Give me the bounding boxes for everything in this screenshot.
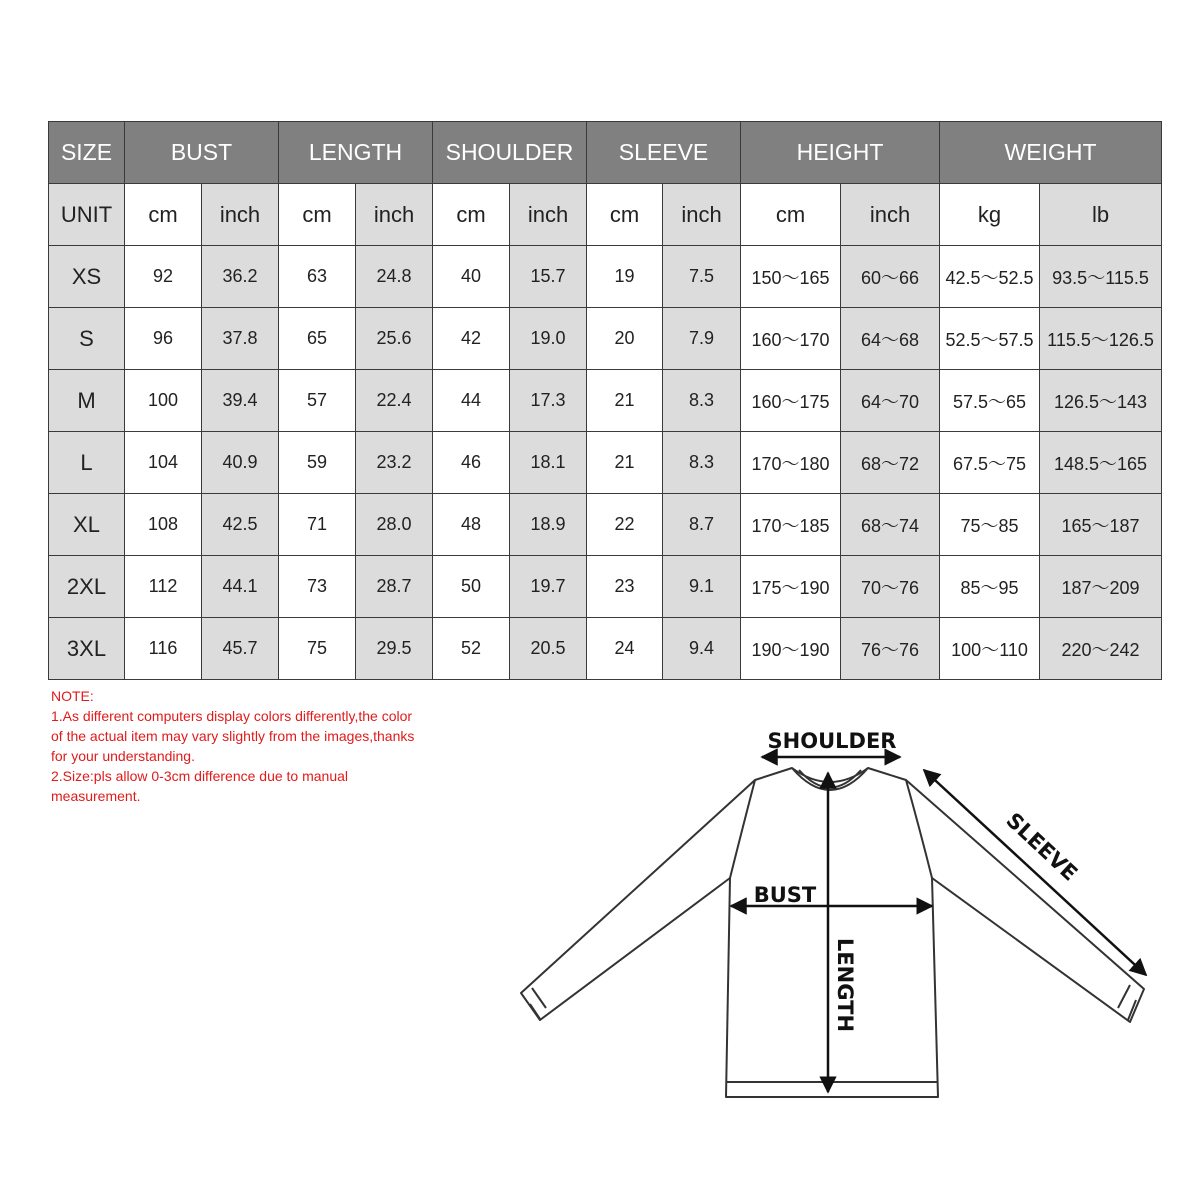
note-line: of the actual item may vary slightly from the images,thanks [51, 728, 415, 744]
note-title: NOTE: [51, 688, 94, 704]
table-cell: 23 [587, 556, 663, 618]
table-cell: 7.9 [663, 308, 741, 370]
table-cell: 48 [433, 494, 510, 556]
table-cell: 60～66 [841, 246, 940, 308]
unit-cell: cm [433, 184, 510, 246]
table-cell: 40.9 [202, 432, 279, 494]
header-size: SIZE [49, 122, 125, 184]
size-label-cell: 2XL [49, 556, 125, 618]
table-cell: 50 [433, 556, 510, 618]
bust-label: BUST [753, 883, 817, 907]
table-cell: 57.5～65 [940, 370, 1040, 432]
table-cell: 57 [279, 370, 356, 432]
header-height: HEIGHT [741, 122, 940, 184]
length-label: LENGTH [833, 937, 857, 1033]
unit-cell: lb [1040, 184, 1162, 246]
table-cell: 76～76 [841, 618, 940, 680]
shirt-outline-icon [521, 768, 1144, 1097]
table-cell: 9.1 [663, 556, 741, 618]
table-cell: 8.7 [663, 494, 741, 556]
table-cell: 37.8 [202, 308, 279, 370]
unit-cell: inch [202, 184, 279, 246]
table-cell: 73 [279, 556, 356, 618]
table-cell: 92 [125, 246, 202, 308]
table-cell: 28.0 [356, 494, 433, 556]
table-cell: 160～170 [741, 308, 841, 370]
table-cell: 15.7 [510, 246, 587, 308]
table-cell: 22.4 [356, 370, 433, 432]
note-line: 2.Size:pls allow 0-3cm difference due to manual [51, 768, 349, 784]
table-cell: 64～70 [841, 370, 940, 432]
table-cell: 220～242 [1040, 618, 1162, 680]
table-cell: 44 [433, 370, 510, 432]
table-cell: 148.5～165 [1040, 432, 1162, 494]
note-line: 1.As different computers display colors differently,the color [51, 708, 413, 724]
sleeve-arrow [924, 770, 1146, 975]
header-bust: BUST [125, 122, 279, 184]
size-label-cell: S [49, 308, 125, 370]
table-cell: 150～165 [741, 246, 841, 308]
table-cell: 39.4 [202, 370, 279, 432]
table-cell: 170～180 [741, 432, 841, 494]
unit-label: UNIT [49, 184, 125, 246]
note-line: measurement. [51, 788, 141, 804]
table-cell: 20 [587, 308, 663, 370]
unit-cell: cm [125, 184, 202, 246]
table-cell: 18.1 [510, 432, 587, 494]
header-weight: WEIGHT [940, 122, 1162, 184]
table-cell: 160～175 [741, 370, 841, 432]
size-label-cell: XL [49, 494, 125, 556]
table-cell: 7.5 [663, 246, 741, 308]
table-cell: 19 [587, 246, 663, 308]
table-cell: 85～95 [940, 556, 1040, 618]
unit-cell: inch [510, 184, 587, 246]
table-cell: 8.3 [663, 370, 741, 432]
table-cell: 24.8 [356, 246, 433, 308]
table-cell: 175～190 [741, 556, 841, 618]
header-sleeve: SLEEVE [587, 122, 741, 184]
table-cell: 100～110 [940, 618, 1040, 680]
table-cell: 36.2 [202, 246, 279, 308]
table-cell: 42.5～52.5 [940, 246, 1040, 308]
table-cell: 100 [125, 370, 202, 432]
table-cell: 42 [433, 308, 510, 370]
table-cell: 170～185 [741, 494, 841, 556]
unit-cell: kg [940, 184, 1040, 246]
unit-cell: inch [841, 184, 940, 246]
size-label-cell: XS [49, 246, 125, 308]
table-cell: 18.9 [510, 494, 587, 556]
table-cell: 52.5～57.5 [940, 308, 1040, 370]
table-cell: 75 [279, 618, 356, 680]
size-label-cell: L [49, 432, 125, 494]
shoulder-label: SHOULDER [767, 729, 897, 753]
header-shoulder: SHOULDER [433, 122, 587, 184]
table-cell: 190～190 [741, 618, 841, 680]
table-cell: 108 [125, 494, 202, 556]
table-cell: 20.5 [510, 618, 587, 680]
table-cell: 21 [587, 370, 663, 432]
table-cell: 46 [433, 432, 510, 494]
table-cell: 70～76 [841, 556, 940, 618]
table-cell: 116 [125, 618, 202, 680]
table-cell: 19.0 [510, 308, 587, 370]
table-cell: 71 [279, 494, 356, 556]
table-cell: 22 [587, 494, 663, 556]
table-cell: 59 [279, 432, 356, 494]
table-cell: 104 [125, 432, 202, 494]
table-cell: 65 [279, 308, 356, 370]
table-cell: 29.5 [356, 618, 433, 680]
table-cell: 63 [279, 246, 356, 308]
header-length: LENGTH [279, 122, 433, 184]
table-cell: 187～209 [1040, 556, 1162, 618]
table-cell: 24 [587, 618, 663, 680]
unit-cell: inch [356, 184, 433, 246]
table-cell: 68～74 [841, 494, 940, 556]
table-cell: 112 [125, 556, 202, 618]
table-cell: 17.3 [510, 370, 587, 432]
table-cell: 96 [125, 308, 202, 370]
table-cell: 45.7 [202, 618, 279, 680]
unit-cell: cm [741, 184, 841, 246]
table-cell: 67.5～75 [940, 432, 1040, 494]
table-cell: 52 [433, 618, 510, 680]
table-cell: 9.4 [663, 618, 741, 680]
table-cell: 68～72 [841, 432, 940, 494]
table-cell: 23.2 [356, 432, 433, 494]
note-line: for your understanding. [51, 748, 195, 764]
table-cell: 28.7 [356, 556, 433, 618]
unit-cell: cm [587, 184, 663, 246]
size-label-cell: M [49, 370, 125, 432]
table-cell: 93.5～115.5 [1040, 246, 1162, 308]
table-cell: 64～68 [841, 308, 940, 370]
table-cell: 8.3 [663, 432, 741, 494]
table-cell: 25.6 [356, 308, 433, 370]
table-cell: 42.5 [202, 494, 279, 556]
table-cell: 40 [433, 246, 510, 308]
table-cell: 75～85 [940, 494, 1040, 556]
table-cell: 126.5～143 [1040, 370, 1162, 432]
size-label-cell: 3XL [49, 618, 125, 680]
table-cell: 165～187 [1040, 494, 1162, 556]
table-cell: 19.7 [510, 556, 587, 618]
sleeve-label: SLEEVE [1001, 808, 1083, 886]
table-cell: 115.5～126.5 [1040, 308, 1162, 370]
unit-cell: cm [279, 184, 356, 246]
table-cell: 21 [587, 432, 663, 494]
table-cell: 44.1 [202, 556, 279, 618]
unit-cell: inch [663, 184, 741, 246]
